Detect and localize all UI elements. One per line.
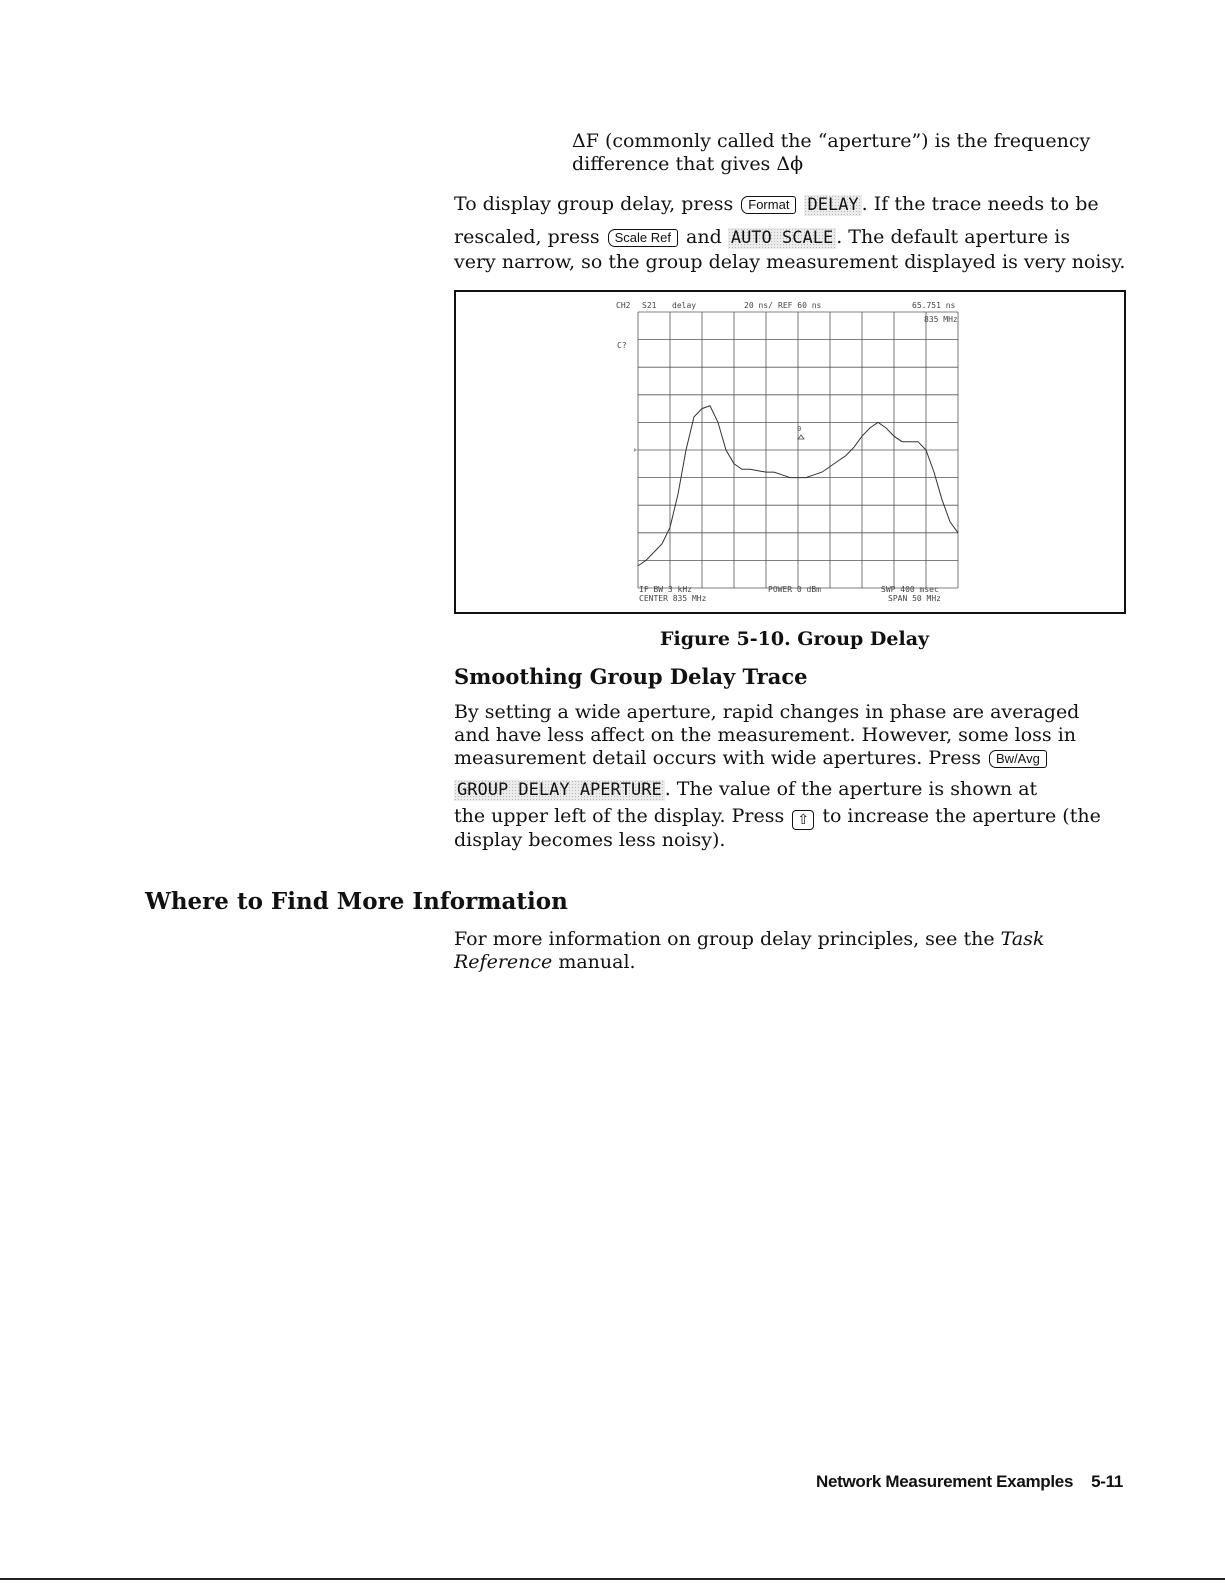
delay-softkey[interactable]: DELAY — [804, 195, 861, 216]
para1-line-1 — [454, 193, 1099, 216]
figure-caption: Figure 5-10. Group Delay — [660, 628, 930, 650]
screen-side-label: C? — [617, 341, 627, 350]
group-delay-aperture-softkey[interactable]: GROUP DELAY APERTURE — [454, 780, 665, 801]
marker-0-triangle — [798, 435, 804, 439]
screen-footer-span: SPAN 50 MHz — [888, 594, 941, 603]
para1-text-a: To display group delay, press — [454, 193, 740, 215]
footer-title: Network Measurement Examples — [816, 1472, 1074, 1491]
screen-marker-value: 65.751 ns — [912, 301, 956, 310]
more-info-text-2b: manual. — [552, 951, 636, 973]
smoothing-text-3a: measurement detail occurs with wide apertures. Press — [454, 747, 988, 769]
smoothing-heading: Smoothing Group Delay Trace — [454, 664, 808, 689]
smoothing-line-2: and have less affect on the measurement. However, some loss in — [454, 724, 1077, 746]
smoothing-line-4 — [454, 778, 1037, 801]
more-info-heading: Where to Find More Information — [145, 888, 568, 915]
smoothing-line-5 — [454, 805, 1101, 830]
intro-line-1: ΔF (commonly called the “aperture”) is the frequency — [572, 130, 1091, 152]
screen-header-ref: REF 60 ns — [778, 301, 822, 310]
more-info-line-1 — [454, 928, 1044, 951]
screen-footer-swp: SWP 400 msec — [881, 585, 939, 594]
intro-line-2: difference that gives Δϕ — [572, 153, 804, 175]
screen-footer-power: POWER 0 dBm — [768, 585, 821, 594]
para1-line-3: very narrow, so the group delay measurement displayed is very noisy. — [454, 251, 1126, 273]
figure-group-delay — [454, 290, 1126, 614]
screen-footer-center: CENTER 835 MHz — [639, 594, 707, 603]
smoothing-text-5b: to increase the aperture (the — [816, 805, 1101, 827]
smoothing-text-4b: . The value of the aperture is shown at — [664, 778, 1038, 800]
screen-footer-ifbw: IF BW 3 kHz — [639, 585, 692, 594]
more-info-text-1a: For more information on group delay principles, see the — [454, 928, 1001, 950]
smoothing-line-1: By setting a wide aperture, rapid changes in phase are averaged — [454, 701, 1080, 723]
para1-text-b: . If the trace needs to be — [861, 193, 1099, 215]
more-info-line-2 — [454, 951, 636, 974]
more-info-italic-reference: Reference — [454, 951, 553, 973]
up-arrow-key[interactable]: ⇧ — [792, 810, 814, 830]
screen-ref-marker: ▹ — [633, 445, 638, 454]
para1-line-2 — [454, 226, 1070, 249]
para1-text-d: and — [680, 226, 728, 248]
para1-text-e: . The default aperture is — [836, 226, 1071, 248]
screen-header-format: delay — [672, 301, 697, 310]
footer-page-number: 5-11 — [1091, 1472, 1123, 1491]
smoothing-line-6: display becomes less noisy). — [454, 829, 726, 851]
screen-header-ch: CH2 — [616, 301, 631, 310]
smoothing-line-3 — [454, 747, 1049, 770]
marker-0-label: 0 — [797, 425, 802, 433]
screen-header-param: S21 — [642, 301, 657, 310]
more-info-italic-task: Task — [1000, 928, 1045, 950]
bw-avg-key[interactable]: Bw/Avg — [989, 750, 1047, 768]
smoothing-text-5a: the upper left of the display. Press — [454, 805, 791, 827]
analyzer-screen — [456, 292, 1124, 612]
screen-header-scale: 20 ns/ — [744, 301, 773, 310]
screen-marker-freq: 835 MHz — [924, 315, 958, 324]
para1-text-c: rescaled, press — [454, 226, 606, 248]
scale-ref-key[interactable]: Scale Ref — [608, 229, 678, 247]
format-key[interactable]: Format — [741, 196, 796, 214]
auto-scale-softkey[interactable]: AUTO SCALE — [728, 228, 836, 249]
page-footer — [816, 1472, 1123, 1492]
bottom-rule — [0, 1578, 1225, 1580]
